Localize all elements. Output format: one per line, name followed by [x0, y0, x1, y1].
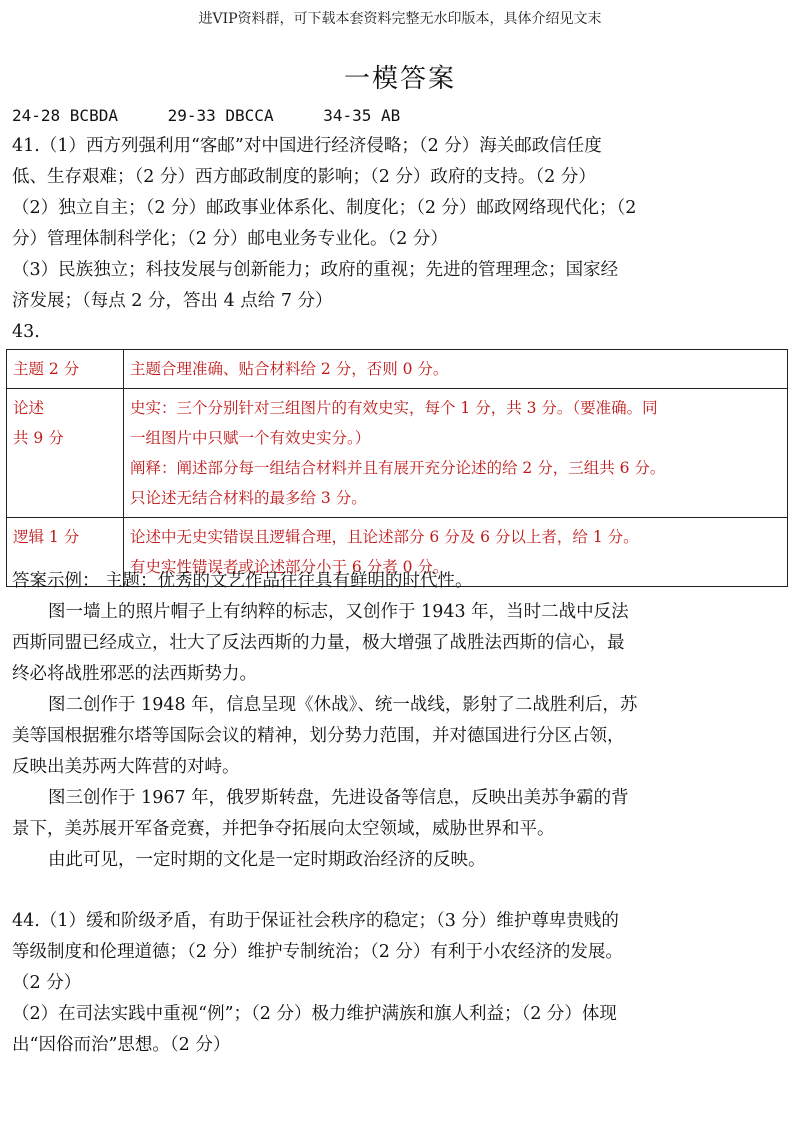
- q44-line: （2 分）: [12, 973, 82, 993]
- q43-scoring-table: [6, 349, 788, 587]
- example-paragraph-line: 西斯同盟已经成立，壮大了反法西斯的力量，极大增强了战胜法西斯的信心，最: [12, 633, 625, 653]
- choice-group-2: 29-33 DBCCA: [167, 106, 274, 125]
- row-label: 逻辑 1 分: [7, 518, 124, 587]
- row-content: 论述中无史实错误且逻辑合理，且论述部分 6 分及 6 分以上者，给 1 分。 有史实性错误者或论述部分小于 6 分者 0 分。: [124, 518, 788, 587]
- q43-heading: 43.: [12, 322, 40, 342]
- choice-group-3: 34-35 AB: [323, 106, 401, 125]
- example-answer: [12, 566, 788, 876]
- example-paragraph-line: 图一墙上的照片帽子上有纳粹的标志，又创作于 1943 年，当时二战中反法: [48, 602, 629, 622]
- q44-line: （2）在司法实践中重视“例”；（2 分）极力维护满族和旗人利益；（2 分）体现: [12, 1004, 617, 1024]
- example-paragraph-line: 美等国根据雅尔塔等国际会议的精神，划分势力范围，并对德国进行分区占领，: [12, 726, 625, 746]
- choice-group-1: 24-28 BCBDA: [12, 106, 118, 125]
- table-row: [7, 389, 788, 518]
- row-content: 史实：三个分别针对三组图片的有效史实，每个 1 分，共 3 分。（要准确。同 一组图片中只赋一个有效史实分。） 阐释：阐述部分每一组结合材料并且有展开充分论述的给 2 分，三组共 6 分。 只论述无结合材料的最多给 3 分。: [124, 389, 788, 518]
- q44-line: 44.（1）缓和阶级矛盾，有助于保证社会秩序的稳定；（3 分）维护尊卑贵贱的: [12, 911, 619, 931]
- example-paragraph-line: 图三创作于 1967 年，俄罗斯转盘，先进设备等信息，反映出美苏争霸的背: [48, 788, 629, 808]
- q44-line: 出“因俗而治”思想。（2 分）: [12, 1035, 231, 1055]
- choice-answers: [12, 100, 788, 131]
- q41-line: 济发展；（每点 2 分，答出 4 点给 7 分）: [12, 291, 333, 311]
- table-row: [7, 350, 788, 389]
- example-paragraph-line: 图二创作于 1948 年，信息呈现《休战》、统一战线，影射了二战胜利后，苏: [48, 695, 638, 715]
- q41-line: 41.（1）西方列强利用“客邮”对中国进行经济侵略；（2 分）海关邮政信任度: [12, 136, 602, 156]
- example-paragraph-line: 景下，美苏展开军备竞赛，并把争夺拓展向太空领域，威胁世界和平。: [12, 819, 555, 839]
- row-label: 主题 2 分: [7, 350, 124, 389]
- example-theme: 答案示例： 主题：优秀的文艺作品往往具有鲜明的时代性。: [12, 571, 473, 591]
- answer-block-top: [12, 100, 788, 348]
- q41-line: 低、生存艰难；（2 分）西方邮政制度的影响；（2 分）政府的支持。（2 分）: [12, 167, 596, 187]
- q41-line: 分）管理体制科学化；（2 分）邮电业务专业化。（2 分）: [12, 229, 448, 249]
- example-paragraph-line: 反映出美苏两大阵营的对峙。: [12, 757, 240, 777]
- q41-line: （3）民族独立；科技发展与创新能力；政府的重视；先进的管理理念；国家经: [12, 260, 619, 280]
- row-content: 主题合理准确、贴合材料给 2 分，否则 0 分。: [124, 350, 788, 389]
- example-paragraph-line: 由此可见，一定时期的文化是一定时期政治经济的反映。: [48, 850, 486, 870]
- q44-block: [12, 906, 788, 1061]
- page-title: 一模答案: [343, 64, 456, 94]
- row-label: 论述 共 9 分: [7, 389, 124, 518]
- example-paragraph-line: 终必将战胜邪恶的法西斯势力。: [12, 664, 257, 684]
- vip-banner: 进VIP资料群，可下载本套资料完整无水印版本，具体介绍见文末: [198, 11, 602, 27]
- q44-line: 等级制度和伦理道德；（2 分）维护专制统治；（2 分）有利于小农经济的发展。: [12, 942, 623, 962]
- q41-line: （2）独立自主；（2 分）邮政事业体系化、制度化；（2 分）邮政网络现代化；（2: [12, 198, 637, 218]
